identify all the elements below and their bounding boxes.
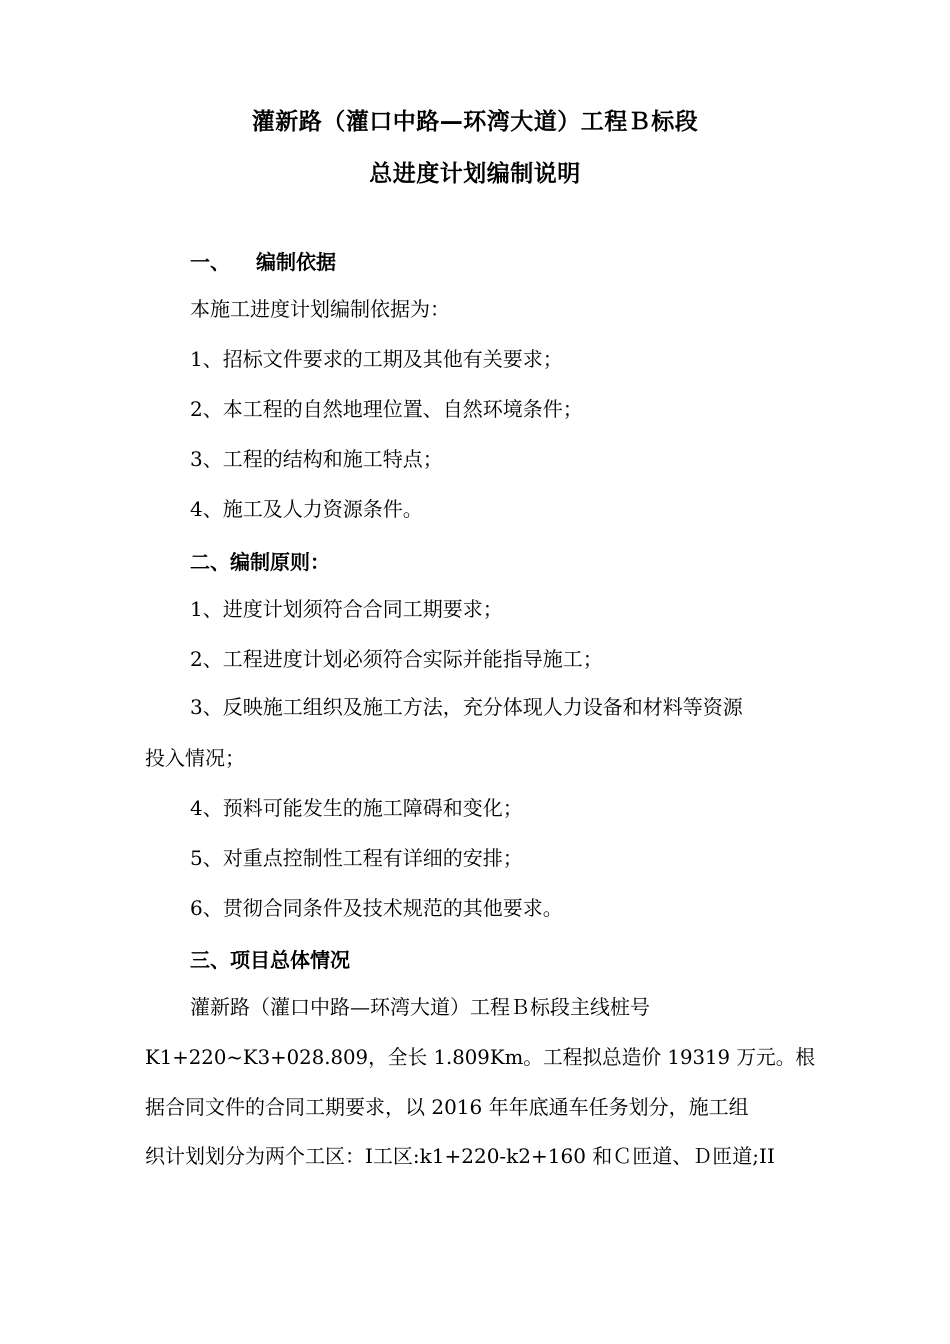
section-1-item: 1、招标文件要求的工期及其他有关要求；: [190, 347, 563, 371]
section-2-item: 5、对重点控制性工程有详细的安排；: [190, 846, 523, 870]
section-3-paragraph-line: 据合同文件的合同工期要求，以 2016 年年底通车任务划分，施工组: [145, 1095, 749, 1119]
section-2-item-continued: 投入情况；: [145, 746, 245, 770]
section-3-paragraph-line: K1+220~K3+028.809，全长 1.809Km。工程拟总造价 19319 万元。根: [145, 1045, 816, 1069]
document-title: 灌新路（灌口中路—环湾大道）工程Ｂ标段: [251, 109, 699, 135]
section-2-item: 2、工程进度计划必须符合实际并能指导施工；: [190, 647, 603, 671]
section-1-item: 3、工程的结构和施工特点；: [190, 447, 443, 471]
document-subtitle: 总进度计划编制说明: [369, 161, 581, 187]
section-2-item: 3、反映施工组织及施工方法，充分体现人力设备和材料等资源: [190, 695, 743, 719]
section-1-title: 编制依据: [256, 250, 336, 274]
section-1-item: 4、施工及人力资源条件。: [190, 497, 423, 521]
section-2-heading: 二、编制原则：: [190, 550, 330, 574]
section-1-heading: [190, 246, 336, 275]
section-2-item: 1、进度计划须符合合同工期要求；: [190, 597, 503, 621]
section-2-item: 4、预料可能发生的施工障碍和变化；: [190, 796, 523, 820]
section-2-item: 6、贯彻合同条件及技术规范的其他要求。: [190, 896, 563, 920]
section-3-paragraph-line: 灌新路（灌口中路—环湾大道）工程Ｂ标段主线桩号: [190, 995, 650, 1019]
section-3-paragraph-line: 织计划划分为两个工区：Ⅰ工区:k1+220-k2+160 和Ｃ匝道、Ｄ匝道;II: [145, 1144, 775, 1168]
section-1-item: 2、本工程的自然地理位置、自然环境条件；: [190, 397, 583, 421]
section-3-heading: 三、项目总体情况: [190, 948, 350, 972]
section-1-intro: 本施工进度计划编制依据为：: [190, 297, 450, 321]
section-1-number: 一、: [190, 250, 230, 274]
